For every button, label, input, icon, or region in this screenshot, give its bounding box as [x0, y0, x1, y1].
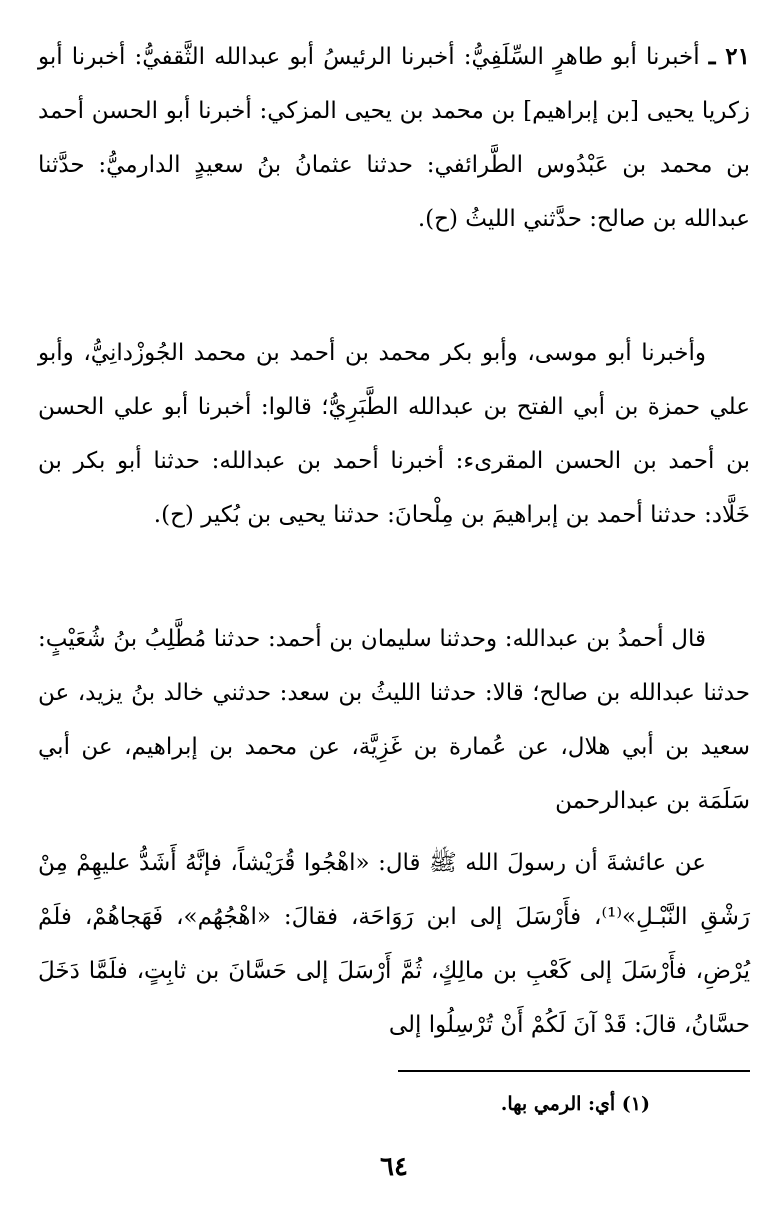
isnad-paragraph-2: وأخبرنا أبو موسى، وأبو بكر محمد بن أحمد بن محمد الجُوزْدانِيُّ، وأبو علي حمزة بن أبي الفتح بن عبدالله الطَّبَرِيُّ؛ قالوا: أخبرنا أبو علي الحسن بن أحمد بن الحسن المقرىء: أخبرنا أحمد بن عبدالله: حدثنا أبو بكر بن خَلَّاد: حدثنا أحمد بن إبراهيمَ بن مِلْحانَ: حدثنا يحيى بن بُكير (ح).	[38, 340, 750, 528]
footnote: (١) أي: الرمي بها.	[500, 1093, 650, 1115]
page-number: ٦٤	[380, 1152, 408, 1182]
hadith-number: ٢١ ـ	[708, 43, 750, 70]
isnad-text-1: أخبرنا أبو طاهرٍ السِّلَفِيُّ: أخبرنا الرئيسُ أبو عبدالله الثَّقفيُّ: أخبرنا أبو زكريا يحيى [بن إبراهيم] بن محمد بن يحيى المزكي: أخبرنا أبو الحسن أحمد بن محمد بن عَبْدُوس الطَّرائفي: حدثنا عثمانُ بنُ سعيدٍ الدارميُّ: حدَّثنا عبدالله بن صالح: حدَّثني الليثُ (ح).	[38, 44, 750, 232]
matn-paragraph: عن عائشةَ أن رسولَ الله ﷺ قال: «اهْجُوا قُرَيْشاً، فإنَّهُ أَشَدُّ عليهِمْ مِنْ رَشْقِ النَّبْـلِ»⁽¹⁾، فأَرْسَلَ إلى ابن رَوَاحَة، فقالَ: «اهْجُهُم»، فَهَجاهُمْ، فلَمْ يُرْضِ، فأَرْسَلَ إلى كَعْبِ بن مالِكٍ، ثُمَّ أَرْسَلَ إلى حَسَّانَ بن ثابِتٍ، فلَمَّا دَخَلَ حسَّانُ، قالَ: قَدْ آنَ لَكُمْ أَنْ تُرْسِلُوا إلى	[38, 850, 750, 1038]
isnad-paragraph-1	[38, 30, 750, 246]
book-page	[38, 30, 750, 1180]
footnote-divider	[398, 1070, 750, 1072]
isnad-paragraph-3: قال أحمدُ بن عبدالله: وحدثنا سليمان بن أحمد: حدثنا مُطَّلِبُ بنُ شُعَيْبٍ: حدثنا عبدالله بن صالح؛ قالا: حدثنا الليثُ بن سعد: حدثني خالد بنُ يزيد، عن سعيد بن أبي هلال، عن عُمارة بن غَزِيَّة، عن محمد بن إبراهيم، عن أبي سَلَمَة بن عبدالرحمن	[38, 626, 750, 814]
